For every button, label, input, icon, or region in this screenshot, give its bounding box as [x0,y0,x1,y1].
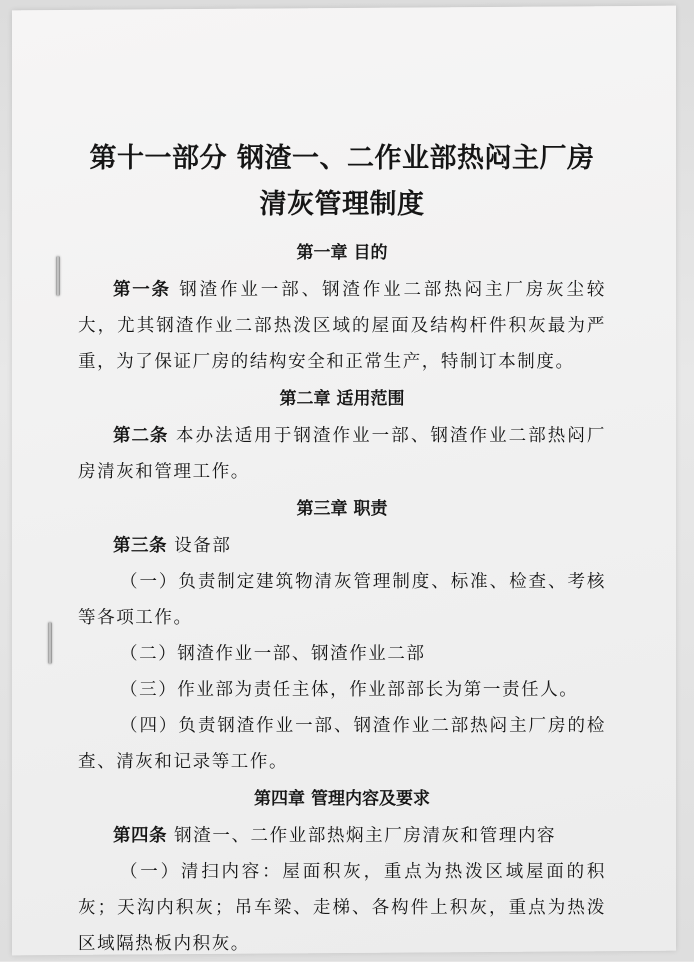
article-3-text: 设备部 [167,536,232,556]
chapter-4-heading: 第四章 管理内容及要求 [254,789,430,809]
article-2-label: 第二条 [113,426,169,446]
article-1-label: 第一条 [113,280,171,300]
article-1-text: 钢渣作业一部、钢渣作业二部热闷主厂房灰尘较大，尤其钢渣作业二部热泼区域的屋面及结构杆件积灰最为严重，为了保证厂房的结构安全和正常生产，特制订本制度。 [78,280,606,372]
document-title-line2: 清灰管理制度 [259,189,425,220]
article-3-label: 第三条 [113,536,167,556]
article-3 [78,528,606,564]
article-4-item-1: （一）清扫内容：屋面积灰，重点为热泼区域屋面的积灰；天沟内积灰；吊车梁、走梯、各构件上积灰，重点为热泼区域隔热板内积灰。 [78,862,606,954]
article-4-label: 第四条 [113,826,167,846]
chapter-3-heading: 第三章 职责 [296,499,388,519]
article-3-item-4: （四）负责钢渣作业一部、钢渣作业二部热闷主厂房的检查、清灰和记录等工作。 [78,716,606,772]
document-body [78,138,606,962]
article-2-text: 本办法适用于钢渣作业一部、钢渣作业二部热闷厂房清灰和管理工作。 [78,426,606,482]
article-1 [78,272,606,380]
article-3-item-2: （二）钢渣作业一部、钢渣作业二部 [120,644,426,664]
article-3-item-1: （一）负责制定建筑物清灰管理制度、标准、检查、考核等各项工作。 [78,572,606,628]
staple-bottom [48,622,52,664]
article-3-item-3: （三）作业部为责任主体，作业部部长为第一责任人。 [120,680,579,700]
chapter-1-heading: 第一章 目的 [296,243,388,263]
chapter-2-heading: 第二章 适用范围 [279,389,405,409]
article-4-text: 钢渣一、二作业部热焖主厂房清灰和管理内容 [167,826,557,846]
article-4 [78,818,606,854]
article-2 [78,418,606,490]
document-title-line1: 第十一部分 钢渣一、二作业部热闷主厂房 [89,143,595,174]
staple-top [56,256,60,296]
